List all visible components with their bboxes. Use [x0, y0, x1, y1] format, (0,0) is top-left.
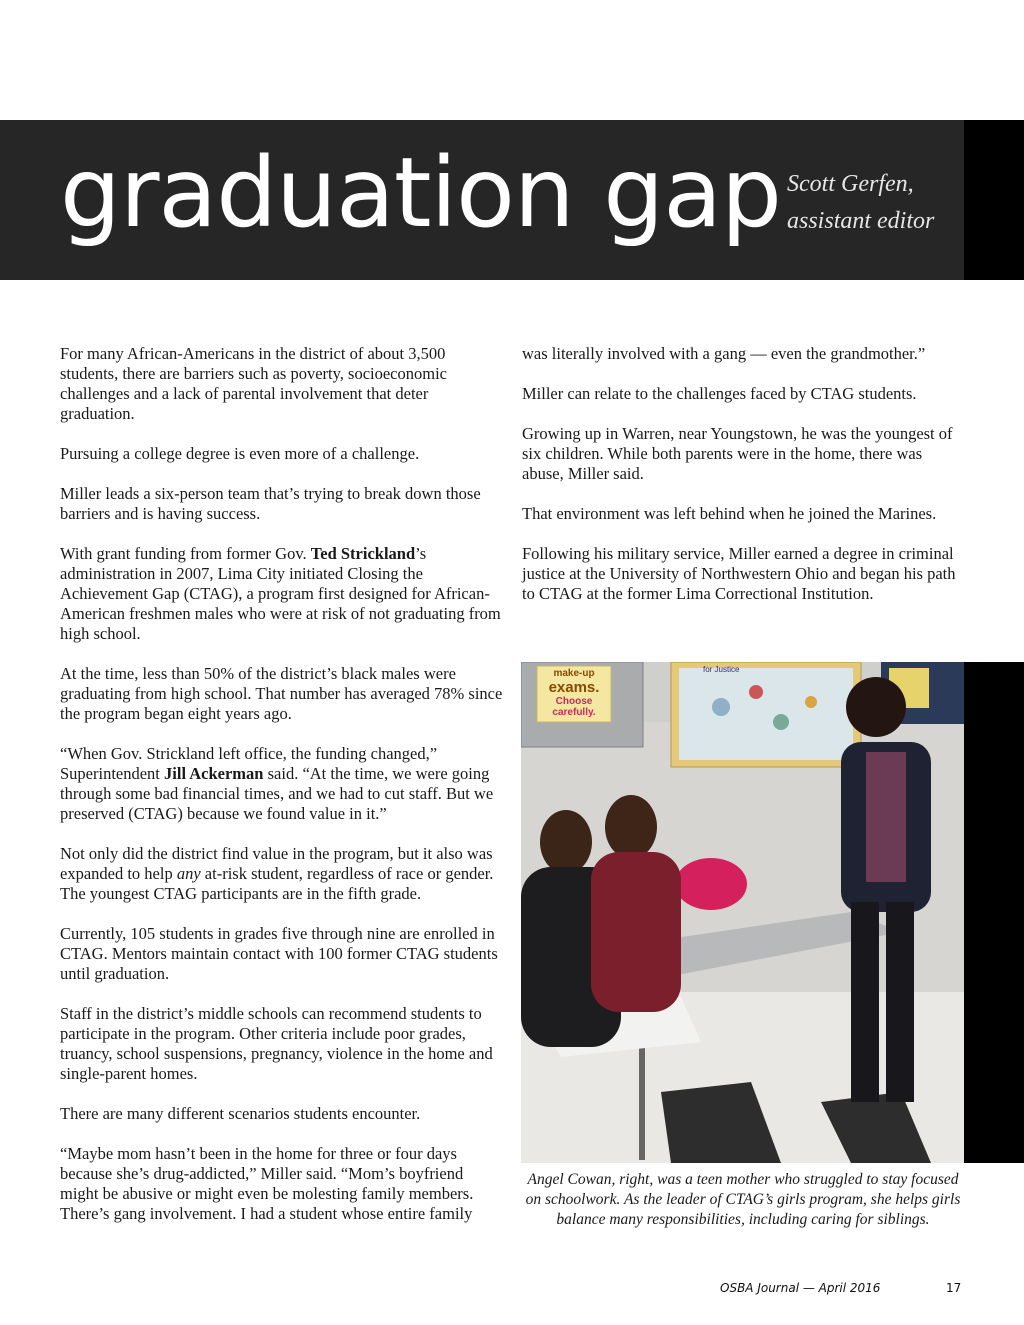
- paragraph: [60, 744, 504, 824]
- byline-name: Scott Gerfen,: [787, 171, 914, 197]
- text-run: Not only did the district find value in the program, but it also was expanded to help: [60, 844, 493, 883]
- paragraph: was literally involved with a gang — even the grandmother.”: [522, 344, 926, 363]
- paragraph: At the time, less than 50% of the district’s black males were graduating from high school. That number has averaged 78% since the program began eight years ago.: [60, 664, 503, 723]
- student-body: [591, 852, 681, 1012]
- paragraph: “Maybe mom hasn’t been in the home for three or four days because she’s drug-addicted,” Miller said. “Mom’s boyfriend might be abusive or might even be molesting family members. There’s gang involvement. I had a student whose entire family: [60, 1144, 474, 1223]
- text-run: said. “At the time, we were going through some bad financial times, and we had to cut staff. But we preserved (CTAG) because we found value in it.”: [60, 764, 494, 823]
- poster-inner: [679, 668, 853, 760]
- teacher-leg: [851, 902, 879, 1102]
- page-number: 17: [946, 1281, 962, 1295]
- paragraph: [60, 844, 504, 904]
- right-column: [522, 344, 958, 624]
- footer-journal: OSBA Journal — April 2016: [720, 1281, 881, 1295]
- sign-line: Choose: [555, 696, 593, 707]
- text-run: at-risk student, regardless of race or gender. The youngest CTAG participants are in the fifth grade.: [60, 864, 494, 903]
- text-run: “When Gov. Strickland left office, the funding changed,” Superintendent: [60, 744, 438, 783]
- sign-line: exams.: [548, 679, 600, 696]
- photo-edge: [964, 662, 1024, 1163]
- poster-dot: [749, 685, 763, 699]
- poster-dot: [773, 714, 789, 730]
- student-head: [605, 795, 657, 859]
- paragraph: Currently, 105 students in grades five through nine are enrolled in CTAG. Mentors maintain contact with 100 former CTAG students until graduation.: [60, 924, 498, 983]
- paragraph: Growing up in Warren, near Youngstown, he was the youngest of six children. While both parents were in the home, there was abuse, Miller said.: [522, 424, 953, 483]
- photo-illustration: [521, 662, 964, 1163]
- person-name: Jill Ackerman: [164, 764, 264, 783]
- paragraph: Staff in the district’s middle schools can recommend students to participate in the program. Other criteria include poor grades, truancy, school suspensions, pregnancy, violence in the home and single-parent homes.: [60, 1004, 493, 1083]
- paragraph: Pursuing a college degree is even more of a challenge.: [60, 444, 420, 463]
- byline: [787, 166, 934, 240]
- byline-role: assistant editor: [787, 208, 935, 234]
- article-title: graduation gap: [60, 137, 781, 249]
- poster-dot: [712, 698, 730, 716]
- classroom-photo: [521, 662, 964, 1163]
- sign-line: carefully.: [552, 707, 596, 718]
- paragraph: For many African-Americans in the district of about 3,500 students, there are barriers such as poverty, socioeconomic challenges and a lack of parental involvement that deter graduation.: [60, 344, 448, 423]
- paragraph: There are many different scenarios students encounter.: [60, 1104, 421, 1123]
- poster-dot: [805, 696, 817, 708]
- sign-line: make-up: [553, 668, 595, 679]
- paragraph: Miller leads a six-person team that’s trying to break down those barriers and is having success.: [60, 484, 481, 523]
- backpack: [675, 858, 747, 910]
- teacher-head: [846, 677, 906, 737]
- poster-title: for Justice: [703, 665, 740, 674]
- person-name: Ted Strickland: [310, 544, 416, 563]
- paragraph: [60, 544, 504, 644]
- emphasis: any: [176, 864, 201, 883]
- text-run: ’s administration in 2007, Lima City initiated Closing the Achievement Gap (CTAG), a program first designed for African-American freshmen males who were at risk of not graduating from high school.: [60, 544, 501, 643]
- teacher-leg: [886, 902, 914, 1102]
- teacher-blouse: [866, 752, 906, 882]
- paragraph: Following his military service, Miller earned a degree in criminal justice at the University of Northwestern Ohio and began his path to CTAG at the former Lima Correctional Institution.: [522, 544, 956, 603]
- photo-caption: Angel Cowan, right, was a teen mother who struggled to stay focused on schoolwork. As the leader of CTAG’s girls program, she helps girls balance many responsibilities, including caring for siblings.: [525, 1171, 961, 1228]
- student-head: [540, 810, 592, 874]
- paragraph: That environment was left behind when he joined the Marines.: [522, 504, 937, 523]
- left-column: [60, 344, 504, 1244]
- text-run: With grant funding from former Gov.: [60, 544, 311, 563]
- banner-edge: [964, 120, 1024, 280]
- paragraph: Miller can relate to the challenges faced by CTAG students.: [522, 384, 917, 403]
